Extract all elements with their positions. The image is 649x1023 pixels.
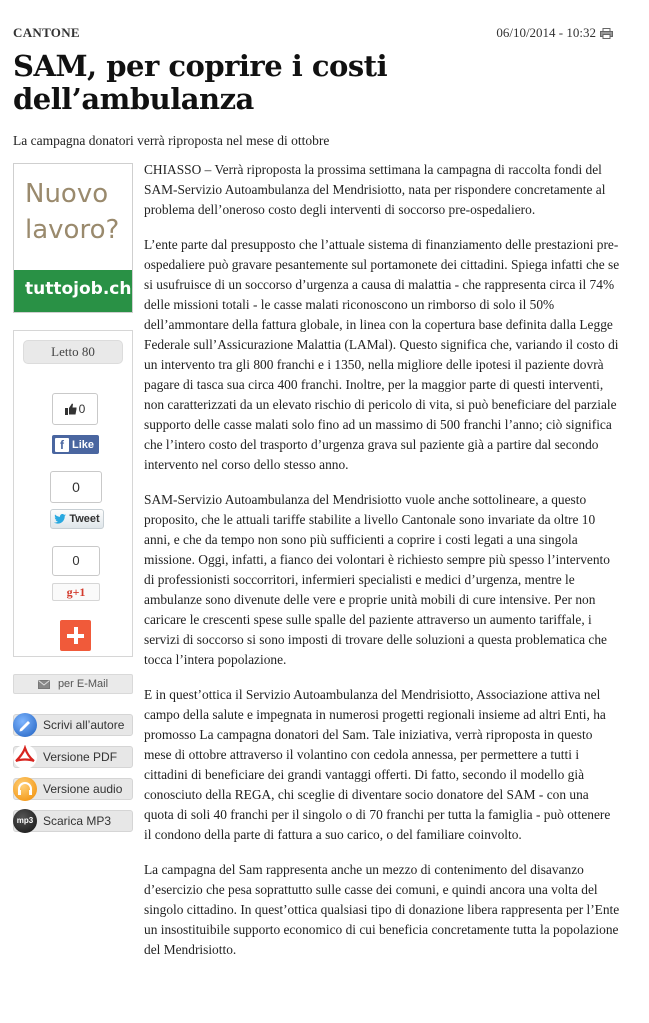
article-subtitle: La campagna donatori verrà riproposta nel mese di ottobre (13, 133, 330, 148)
tool-audio-version[interactable] (13, 773, 133, 805)
ad-text (25, 176, 119, 248)
tool-label: Scarica MP3 (43, 814, 112, 828)
article-paragraph: SAM-Servizio Autoambulanza del Mendrisiotto vuole anche sottolineare, a questo proposito, che le attuali tariffe stabilite a livello Cantonale sono invariate da oltre 10 anni, e che da tempo non sono più sufficienti a coprire i costi legati a una singola missione. Oggi, infatti, a fianco dei volontari è richiesto sempre più spesso l’intervento di professionisti soccorritori, infermieri specialisti e medici d’urgenza, mentre le ambulanze sono divenute delle vere e proprie unità mobili di cure intensive. Per non caricare le crescenti spese sulle spalle del paziente attraverso un aumento tariffale, i servizi di soccorso si sono imposti di trovare delle soluzioni a questa problematica che tocca l’intera popolazione. (144, 492, 610, 667)
section-label: CANTONE (13, 25, 80, 40)
ad-line-2: lavoro? (25, 215, 120, 245)
publish-datetime: 06/10/2014 - 10:32 (496, 25, 596, 40)
headphones-icon (13, 777, 37, 801)
sidebar (13, 163, 133, 837)
twitter-count: 0 (50, 471, 102, 503)
ad-banner[interactable] (13, 163, 133, 313)
facebook-like-label: Like (72, 438, 95, 451)
article-meta-bar (13, 25, 613, 41)
read-count-badge: Letto 80 (23, 340, 123, 364)
facebook-like-count (52, 393, 98, 425)
plus-icon[interactable] (60, 620, 91, 651)
pencil-icon (13, 713, 37, 737)
tool-pill (13, 810, 133, 832)
thumbs-up-icon (65, 403, 77, 415)
page-title (13, 50, 613, 116)
tweet-label: Tweet (69, 513, 100, 525)
tweet-button[interactable] (50, 509, 104, 529)
social-share-box (13, 330, 133, 657)
facebook-icon: f (55, 438, 69, 452)
tool-label: Versione PDF (43, 750, 118, 764)
mp3-icon: mp3 (13, 809, 37, 833)
pdf-icon (13, 745, 37, 769)
gplus-button[interactable]: g+1 (52, 583, 100, 601)
article-paragraph: La campagna del Sam rappresenta anche un mezzo di contenimento del disavanzo d’esercizio che pesa soprattutto sulle casse dei comuni, e quindi ancora una volta del singolo cittadino. In quest’ottica qualsiasi tipo di donazione libera rappresenta per l’Ente un insostituibile supporto economico di cui beneficia concretamente tutta la popolazione del Mendrisiotto. (144, 862, 620, 957)
tool-pill (13, 778, 133, 800)
dateline (496, 25, 613, 41)
twitter-bird-icon (54, 514, 66, 524)
envelope-icon (38, 680, 50, 689)
gplus-count: 0 (52, 546, 100, 576)
article-paragraph: CHIASSO – Verrà riproposta la prossima settimana la campagna di raccolta fondi del SAM-Servizio Autoambulanza del Mendrisiotto, nata per rispondere concretamente al problema dell’oneroso costo degli interventi di soccorso pre-ospedaliero. (144, 162, 606, 217)
printer-icon[interactable] (600, 28, 613, 39)
article-body (144, 160, 620, 975)
facebook-count: 0 (78, 402, 86, 416)
tool-download-mp3[interactable] (13, 805, 133, 837)
tool-pill (13, 746, 133, 768)
article-paragraph: L’ente parte dal presupposto che l’attuale sistema di finanziamento delle prestazioni pre-ospedaliere può gravare pesantemente sul portamonete dei cittadini. Spiega infatti che se si usufruisce di un soccorso d’urgenza a causa di malattia - che rappresenta circa il 74% delle missioni totali - le casse malati riconoscono un rimborso di solo il 50% dell’ammontare della fattura globale, in linea con la copertura base definita dalla Legge Federale sull’Assicurazione Malattia (LAMal). Questo significa che, variando il costo di un intervento tra gli 800 franchi e i 1350, nella migliore delle ipotesi il paziente dovrà pagare di tasca sua circa 400 franchi. Inoltre, per la maggior parte di questi interventi, non caratterizzati da un elevato rischio di pericolo di vita, si può beneficiare del parziale supporto delle casse malati solo fino ad un massimo di 500 franchi l’anno; ciò significa che l’intero costo del trasporto d’urgenza grava sul paziente già a partire dal secondo intervento nel corso dello stesso anno. (144, 237, 620, 472)
tool-label: Scrivi all’autore (43, 718, 125, 732)
article-tools (13, 709, 133, 837)
article-paragraph: E in quest’ottica il Servizio Autoambulanza del Mendrisiotto, Associazione attiva nel campo della salute e impegnata in numerosi progetti regionali insieme ad altri Enti, ha promosso La campagna donatori del Sam. Tale iniziativa, verrà riproposta in questo mese di ottobre attraverso il volantino con cedola annessa, per permettere a tutti i cittadini di beneficiare dei grandi vantaggi offerti. Di fatto, secondo il modello già conosciuto della REGA, chi sceglie di diventare socio donatore del SAM - con una quota di soli 40 franchi per il singolo o di 70 franchi per tutta la famiglia - può ottenere il condono della parte di fattura a suo carico, o del familiare coinvolto. (144, 687, 611, 842)
tool-pill (13, 714, 133, 736)
ad-line-1: Nuovo (25, 179, 109, 209)
headline-line-1: SAM, per coprire i costi (13, 49, 388, 83)
email-share-button[interactable] (13, 674, 133, 694)
headline-line-2: dell’ambulanza (13, 82, 254, 116)
tool-write-author[interactable] (13, 709, 133, 741)
ad-brand: tuttojob.ch (25, 279, 132, 299)
ad-brand-bar (14, 270, 132, 312)
facebook-like-button[interactable] (52, 435, 99, 454)
email-share-label: per E-Mail (57, 678, 109, 690)
tool-label: Versione audio (43, 782, 123, 796)
tool-pdf-version[interactable] (13, 741, 133, 773)
